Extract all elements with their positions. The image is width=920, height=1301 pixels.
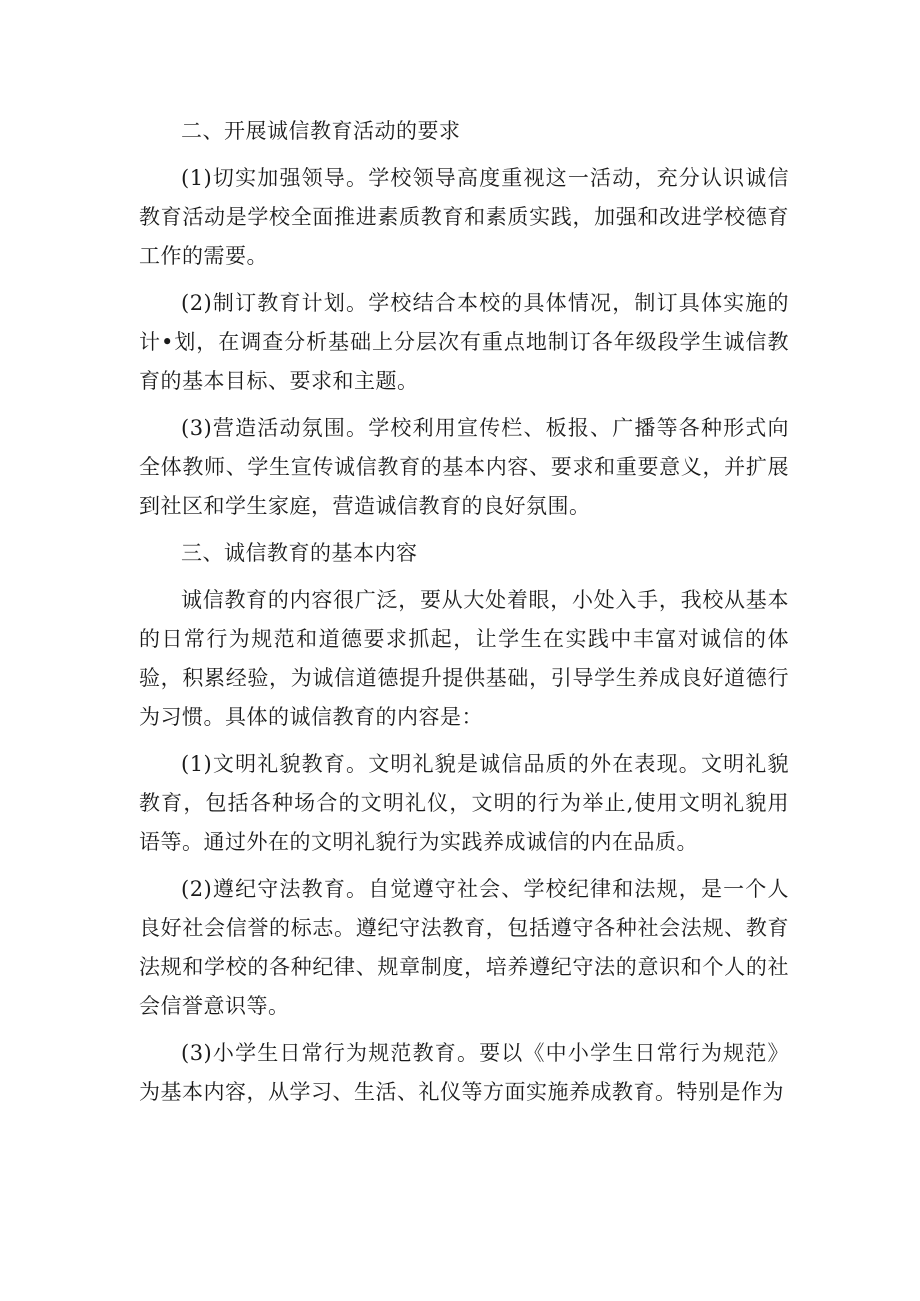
section-heading-3: 三、诚信教育的基本内容	[181, 541, 418, 565]
section-heading-2: 二、开展诚信教育活动的要求	[181, 119, 461, 143]
paragraph-intro-content: 诚信教育的内容很广泛，要从大处着眼，小处入手，我校从基本的日常行为规范和道德要求抓起，让学生在实践中丰富对诚信的体验，积累经验，为诚信道德提升提供基础，引导学生养成良好道德行为习惯。具体的诚信教育的内容是：	[139, 588, 789, 729]
paragraph-daily-conduct: (3)小学生日常行为规范教育。要以《中小学生日常行为规范》为基本内容，从学习、生活、礼仪等方面实施养成教育。特别是作为	[139, 1041, 789, 1104]
paragraph-courtesy: (1)文明礼貌教育。文明礼貌是诚信品质的外在表现。文明礼貌教育，包括各种场合的文明礼仪，文明的行为举止,使用文明礼貌用语等。通过外在的文明礼貌行为实践养成诚信的内在品质。	[139, 752, 789, 854]
paragraph-law: (2)遵纪守法教育。自觉遵守社会、学校纪律和法规，是一个人良好社会信誉的标志。遵纪守法教育，包括遵守各种社会法规、教育法规和学校的各种纪律、规章制度，培养遵纪守法的意识和个人的社会信誉意识等。	[139, 877, 789, 1018]
paragraph-atmosphere: (3)营造活动氛围。学校利用宣传栏、板报、广播等各种形式向全体教师、学生宣传诚信教育的基本内容、要求和重要意义，并扩展到社区和学生家庭，营造诚信教育的良好氛围。	[139, 416, 789, 518]
paragraph-leadership: (1)切实加强领导。学校领导高度重视这一活动，充分认识诚信教育活动是学校全面推进素质教育和素质实践，加强和改进学校德育工作的需要。	[139, 166, 789, 268]
paragraph-plan: (2)制订教育计划。学校结合本校的具体情况，制订具体实施的计•划，在调查分析基础上分层次有重点地制订各年级段学生诚信教育的基本目标、要求和主题。	[139, 291, 789, 393]
document-body	[139, 112, 789, 1120]
